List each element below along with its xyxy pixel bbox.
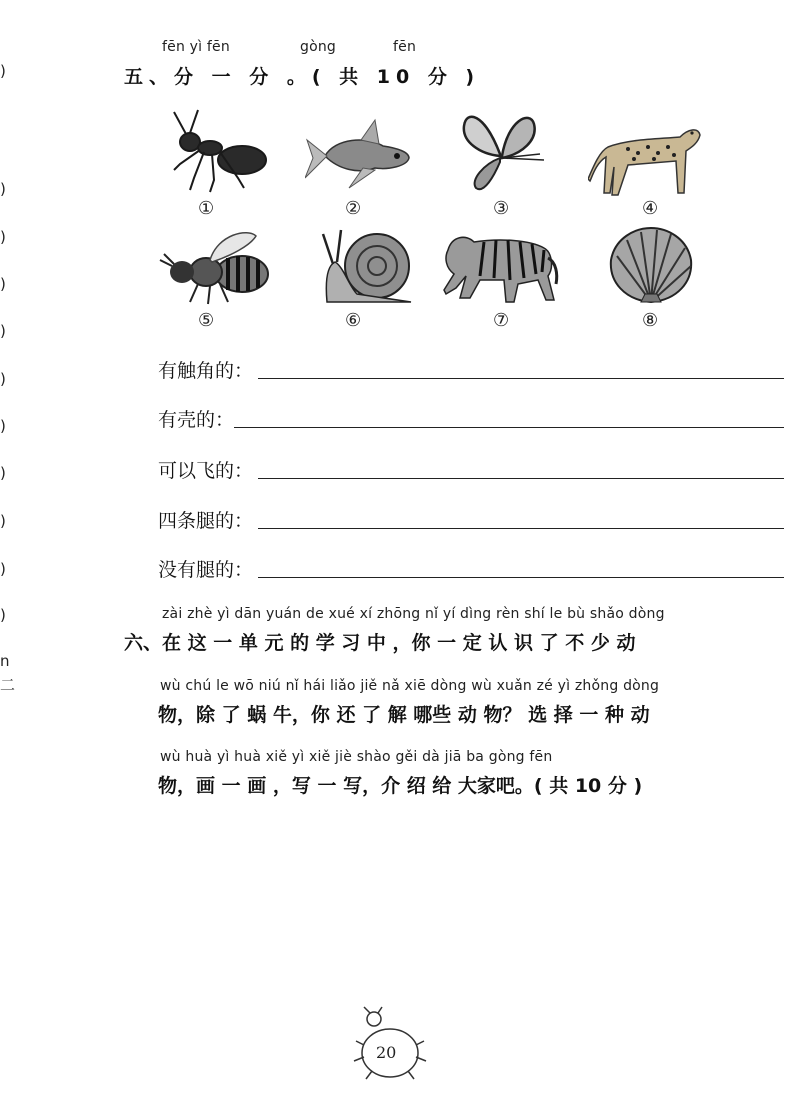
bee-icon — [158, 226, 274, 306]
tiger-icon — [440, 228, 560, 306]
animal-number: ⑤ — [198, 310, 215, 331]
butterfly-icon — [460, 110, 548, 194]
animal-number: ⑧ — [642, 310, 659, 331]
animal-number: ② — [345, 198, 362, 219]
title-pinyin: fēn yì fēn — [162, 39, 230, 55]
title-pinyin: fēn — [393, 39, 417, 55]
margin-paren: ) — [0, 322, 6, 340]
cheetah-icon — [588, 117, 702, 197]
animal-number: ⑥ — [345, 310, 362, 331]
margin-paren: ) — [0, 370, 6, 388]
line-pinyin: wù chú le wō niú nǐ hái liǎo jiě nǎ xiē dòng wù xuǎn zé yì zhǒng dòng — [160, 678, 660, 694]
snail-icon — [305, 226, 413, 306]
answer-line[interactable] — [234, 427, 784, 428]
margin-paren: ) — [0, 228, 6, 246]
animal-number: ⑦ — [493, 310, 510, 331]
animal-number: ① — [198, 198, 215, 219]
animal-number: ④ — [642, 198, 659, 219]
ant-icon — [160, 108, 278, 196]
fill-label-antennae: 有触角的： — [158, 360, 254, 382]
answer-line[interactable] — [258, 478, 784, 479]
animal-number: ③ — [493, 198, 510, 219]
margin-paren: ) — [0, 464, 6, 482]
fill-label-no-legs: 没有腿的： — [158, 559, 254, 581]
fill-label-shell: 有壳的： — [158, 409, 235, 431]
page-number: 20 — [376, 1043, 397, 1062]
margin-paren: ) — [0, 275, 6, 293]
margin-paren: ) — [0, 417, 6, 435]
line-pinyin: zài zhè yì dān yuán de xué xí zhōng nǐ yí dìng rèn shí le bù shǎo dòng — [162, 606, 665, 622]
answer-line[interactable] — [258, 378, 784, 379]
margin-paren: ) — [0, 512, 6, 530]
answer-line[interactable] — [258, 577, 784, 578]
margin-paren: ) — [0, 180, 6, 198]
margin-fragment: n — [0, 652, 10, 670]
question-text: 物，除 了 蜗 牛，你 还 了 解 哪些 动 物？ 选 择 一 种 动 — [158, 704, 650, 726]
section-title: 五、分 一 分 。( 共 10 分 ) — [124, 66, 481, 88]
shell-icon — [605, 226, 697, 306]
fill-label-can-fly: 可以飞的： — [158, 460, 254, 482]
line-pinyin: wù huà yì huà xiě yì xiě jiè shào gěi dà jiā ba gòng fēn — [160, 749, 553, 765]
question-text: 物，画 一 画 ，写 一 写，介 绍 给 大家吧。( 共 10 分 ) — [158, 775, 643, 797]
goldfish-icon — [305, 118, 413, 190]
title-pinyin: gòng — [300, 39, 337, 55]
fill-label-four-legs: 四条腿的： — [158, 510, 254, 532]
question-text: 六、在 这 一 单 元 的 学 习 中 ，你 一 定 认 识 了 不 少 动 — [124, 632, 636, 654]
answer-line[interactable] — [258, 528, 784, 529]
margin-fragment: 二 — [0, 676, 16, 694]
margin-paren: ) — [0, 606, 6, 624]
margin-paren: ) — [0, 62, 6, 80]
margin-paren: ) — [0, 560, 6, 578]
page-footer — [350, 1005, 430, 1085]
